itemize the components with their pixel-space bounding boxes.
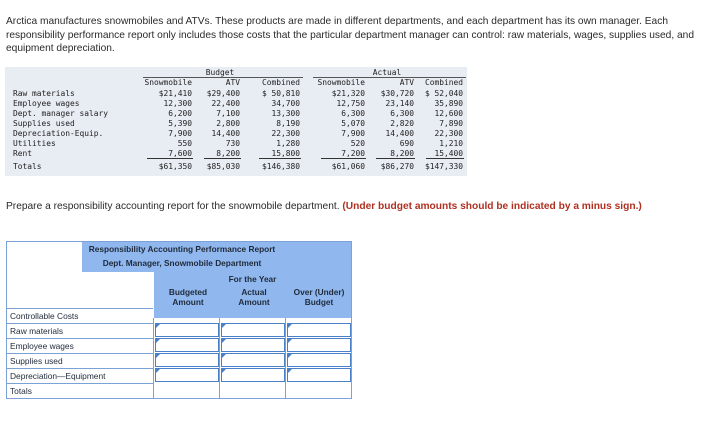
data-cell: 15,400 — [434, 149, 463, 158]
data-cell: 1,210 — [439, 139, 463, 148]
data-cell: 2,800 — [216, 119, 240, 128]
data-cell: 7,100 — [216, 109, 240, 118]
data-cell: $30,720 — [380, 89, 414, 98]
data-cell: 12,300 — [163, 99, 192, 108]
data-cell: 730 — [225, 139, 240, 148]
row-supplies-used: Supplies used — [7, 353, 153, 368]
data-cell: 1,280 — [276, 139, 300, 148]
data-total-cell: $147,330 — [424, 162, 463, 171]
data-cell: 34,700 — [271, 99, 300, 108]
data-row-label: Depreciation-Equip. — [13, 129, 104, 138]
supplies-used-over-under-input[interactable] — [287, 353, 351, 367]
report-table — [6, 241, 352, 399]
data-row-label: Dept. manager salary — [13, 109, 109, 118]
data-cell: 7,200 — [341, 149, 365, 158]
col-header: Snowmobile — [317, 78, 365, 87]
col-header: ATV — [399, 78, 414, 87]
data-cell: 8,200 — [216, 149, 240, 158]
group-budget-label: Budget — [205, 68, 235, 77]
data-cell: $29,400 — [206, 89, 240, 98]
data-cell: 8,190 — [276, 119, 300, 128]
col-header: Snowmobile — [144, 78, 192, 87]
data-total-cell: $85,030 — [206, 162, 240, 171]
data-total-cell: $61,350 — [158, 162, 192, 171]
data-cell: 550 — [177, 139, 192, 148]
data-cell: 13,300 — [271, 109, 300, 118]
row-controllable-costs: Controllable Costs — [7, 308, 153, 323]
data-row-label: Employee wages — [13, 99, 80, 108]
data-cell: 7,900 — [168, 129, 192, 138]
data-cell: 6,300 — [390, 109, 414, 118]
data-cell: 6,200 — [168, 109, 192, 118]
data-cell: $ 52,040 — [424, 89, 463, 98]
data-cell: $21,320 — [331, 89, 365, 98]
row-totals: Totals — [7, 383, 153, 398]
data-row-label: Utilities — [13, 139, 56, 148]
row-raw-materials: Raw materials — [7, 323, 153, 338]
data-cell: 8,200 — [390, 149, 414, 158]
depreciation-actual-input[interactable] — [221, 368, 285, 382]
report-title: Responsibility Accounting Performance Report — [88, 244, 276, 254]
data-cell: 6,300 — [341, 109, 365, 118]
col-budgeted-header: Budgeted Amount — [168, 287, 208, 307]
data-row-label: Supplies used — [13, 119, 75, 128]
row-depreciation-equipment: Depreciation—Equipment — [7, 368, 153, 383]
data-cell: 2,820 — [390, 119, 414, 128]
data-cell: $ 50,810 — [261, 89, 300, 98]
data-cell: 23,140 — [385, 99, 414, 108]
data-total-cell: $146,380 — [261, 162, 300, 171]
report-period: For the Year — [228, 274, 277, 284]
col-header: Combined — [424, 78, 463, 87]
data-row-label: Raw materials — [13, 89, 75, 98]
data-cell: 7,900 — [341, 129, 365, 138]
report-subtitle: Dept. Manager, Snowmobile Department — [102, 258, 262, 268]
data-cell: $21,410 — [158, 89, 192, 98]
problem-intro: Arctica manufactures snowmobiles and ATVs. These products are made in different departments, and each department has its own manager. Each responsibility performance report only includes those costs that the particular department manager can control: raw materials, wages, supplies used, and equipment depreciation. — [6, 16, 695, 54]
data-total-cell: $86,270 — [380, 162, 414, 171]
raw-materials-over-under-input[interactable] — [287, 323, 351, 337]
data-cell: 12,750 — [336, 99, 365, 108]
instructions-emphasis: (Under budget amounts should be indicated by a minus sign.) — [342, 201, 642, 212]
data-totals-label: Totals — [13, 162, 42, 171]
row-employee-wages: Employee wages — [7, 338, 153, 353]
col-header: Combined — [261, 78, 300, 87]
data-cell: 690 — [399, 139, 414, 148]
data-total-cell: $61,060 — [331, 162, 365, 171]
data-cell: 5,390 — [168, 119, 192, 128]
group-actual-label: Actual — [372, 68, 402, 77]
instructions — [6, 201, 706, 214]
data-cell: 15,800 — [271, 149, 300, 158]
depreciation-over-under-input[interactable] — [287, 368, 351, 382]
data-cell: 7,890 — [439, 119, 463, 128]
data-row-label: Rent — [13, 149, 33, 158]
depreciation-budgeted-input[interactable] — [155, 368, 219, 382]
raw-materials-actual-input[interactable] — [221, 323, 285, 337]
data-cell: 22,300 — [271, 129, 300, 138]
data-cell: 7,600 — [168, 149, 192, 158]
data-table — [5, 67, 467, 176]
employee-wages-over-under-input[interactable] — [287, 338, 351, 352]
instructions-text: Prepare a responsibility accounting report for the snowmobile department. — [6, 201, 340, 212]
data-cell: 12,600 — [434, 109, 463, 118]
col-actual-header: Actual Amount — [238, 287, 270, 307]
col-over-under-header: Over (Under) Budget — [293, 287, 345, 307]
data-cell: 22,300 — [434, 129, 463, 138]
data-cell: 5,070 — [341, 119, 365, 128]
raw-materials-budgeted-input[interactable] — [155, 323, 219, 337]
data-cell: 35,890 — [434, 99, 463, 108]
employee-wages-actual-input[interactable] — [221, 338, 285, 352]
data-cell: 520 — [350, 139, 365, 148]
data-cell: 14,400 — [211, 129, 240, 138]
supplies-used-budgeted-input[interactable] — [155, 353, 219, 367]
data-cell: 22,400 — [211, 99, 240, 108]
col-header: ATV — [225, 78, 240, 87]
employee-wages-budgeted-input[interactable] — [155, 338, 219, 352]
data-cell: 14,400 — [385, 129, 414, 138]
supplies-used-actual-input[interactable] — [221, 353, 285, 367]
